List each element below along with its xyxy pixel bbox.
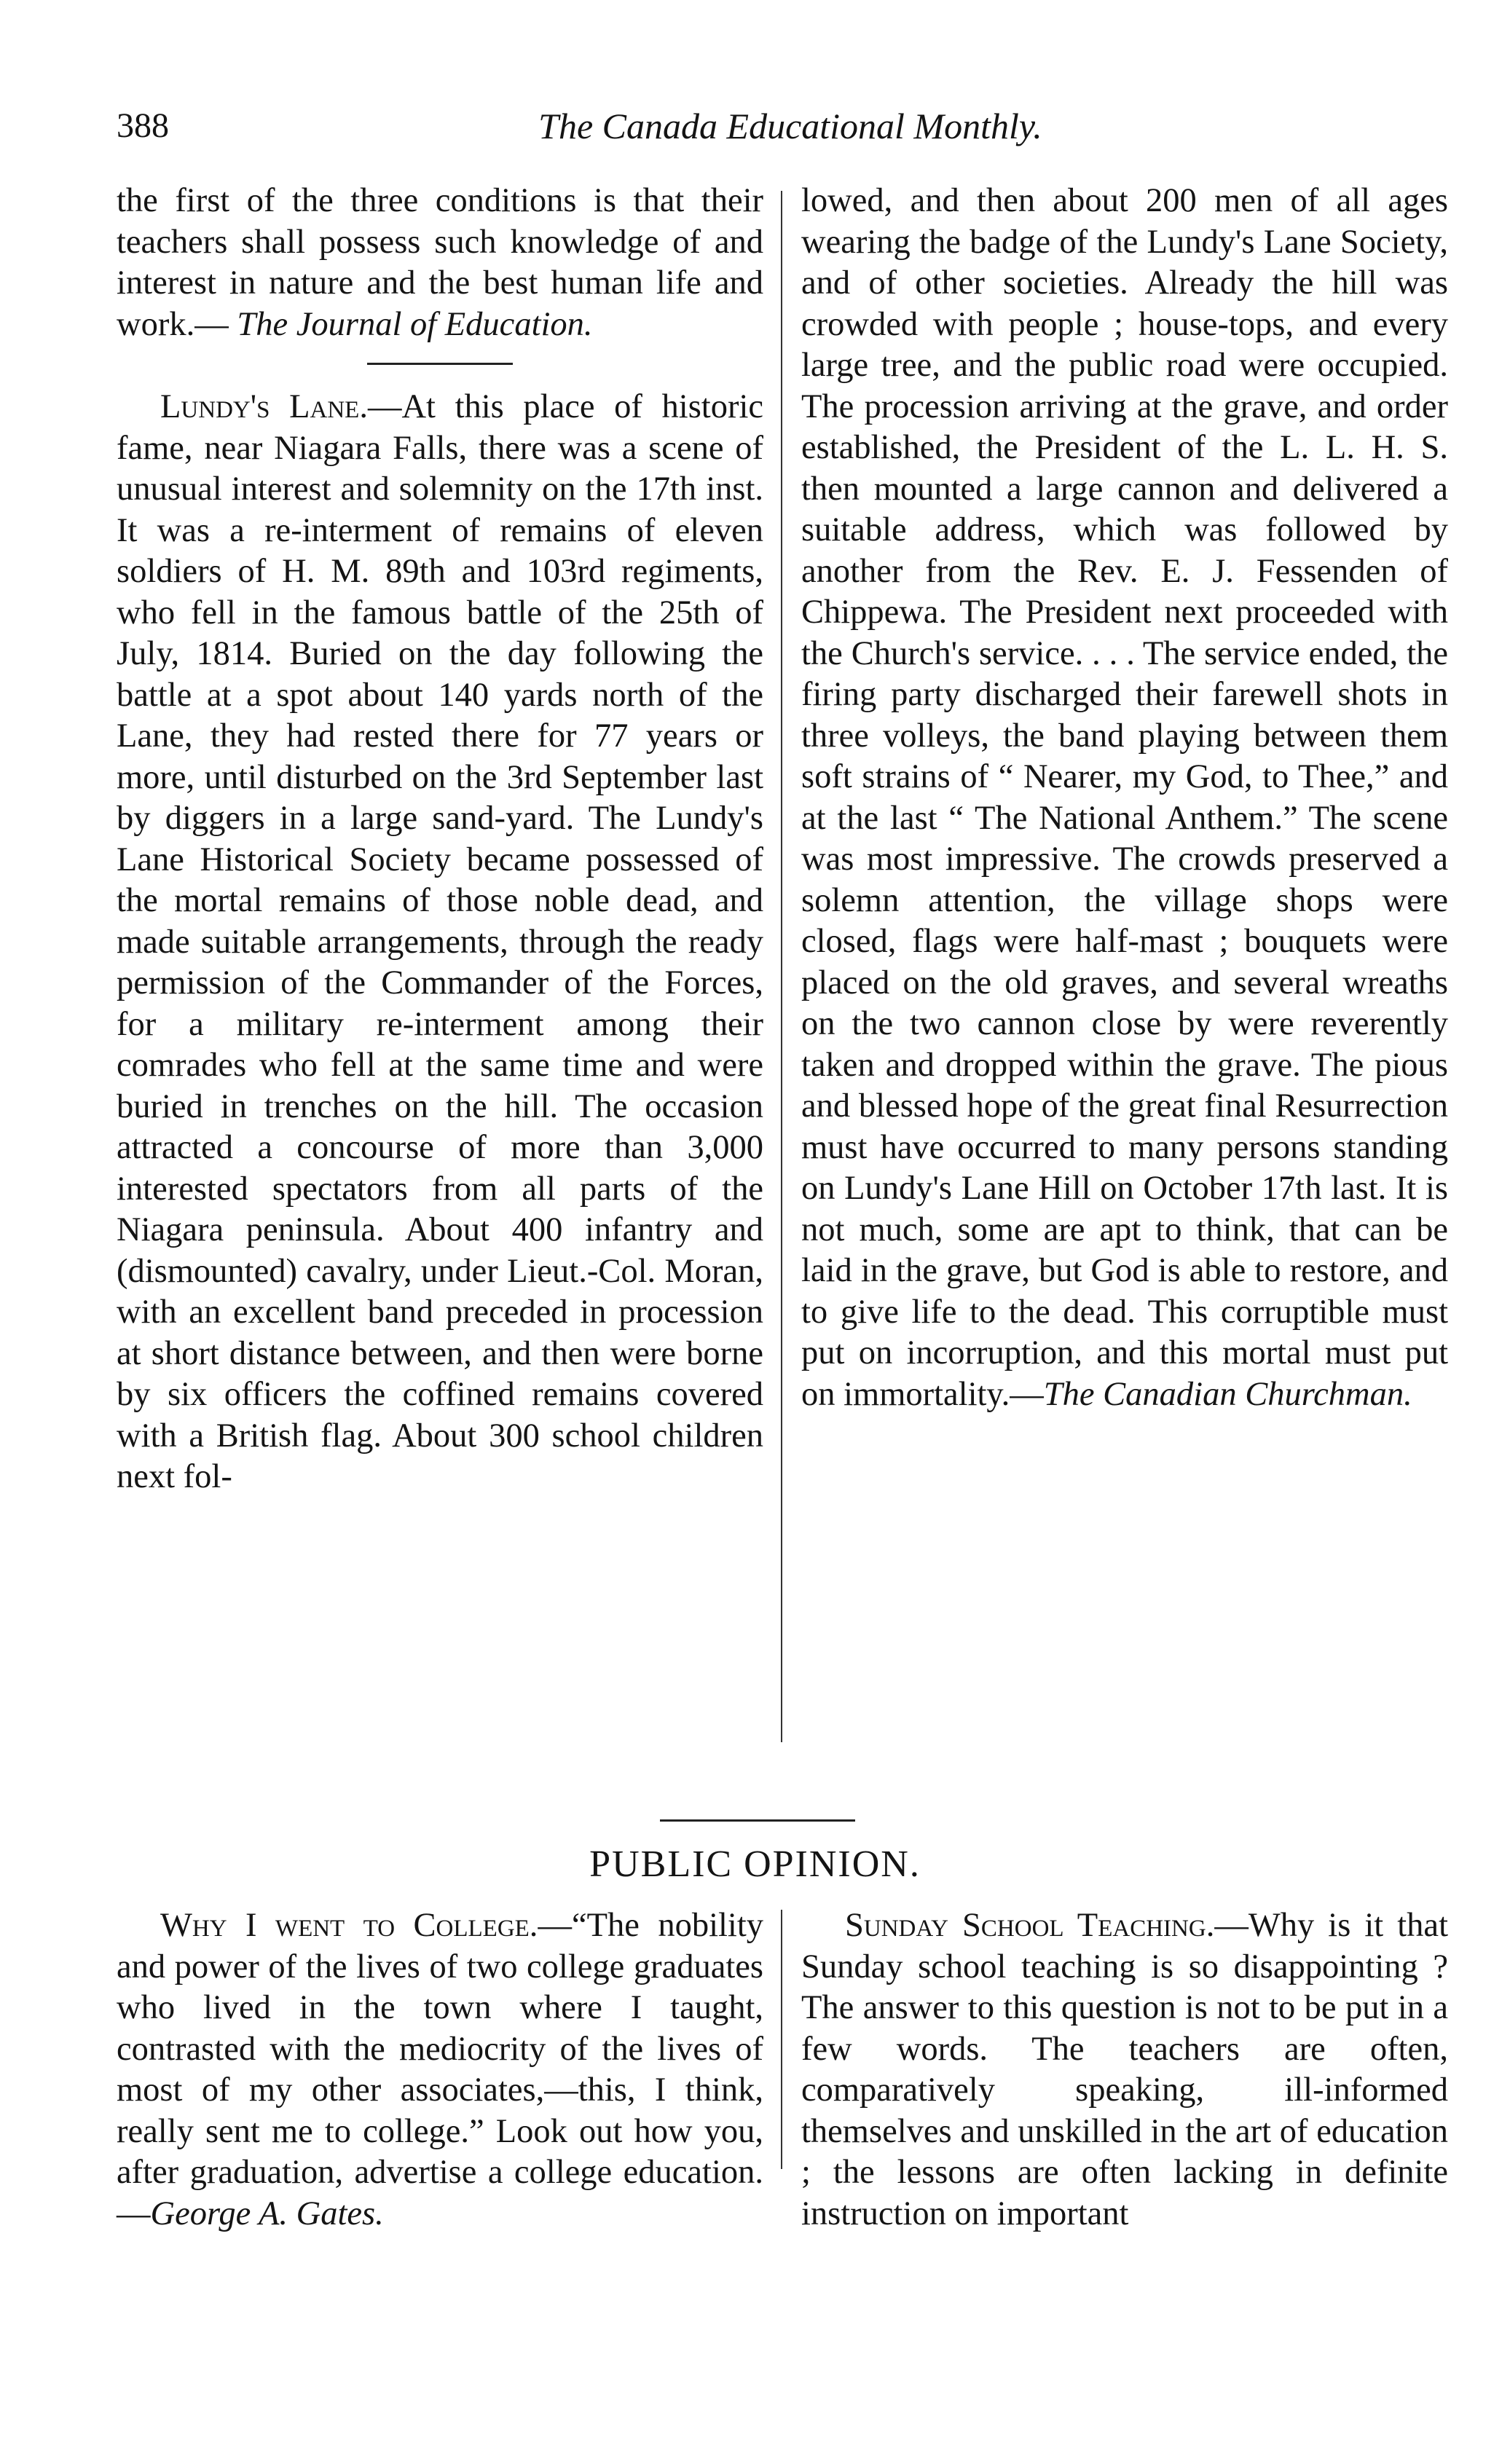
lundys-lane-heading: Lundy's Lane. [160,388,368,425]
right-column-bottom [801,1905,1448,2235]
short-divider [367,363,513,365]
left-column-top [117,181,763,1498]
sunday-school-heading: Sunday School Teaching. [845,1907,1215,1944]
section-divider [660,1819,855,1822]
column-divider-bottom [781,1910,782,2169]
journal-excerpt [117,181,763,345]
section-title: PUBLIC OPINION. [589,1843,921,1885]
lundys-lane-article [117,387,763,1498]
left-column-bottom [117,1905,763,2235]
journal-excerpt-text: the first of the three conditions is that their teachers shall possess such knowledge of and interest in nature and the best human life and work.— [117,182,763,343]
column-divider-top [781,191,782,1742]
page-number: 388 [117,106,169,145]
sunday-school-article [801,1905,1448,2235]
lundys-lane-text: —At this place of historic fame, near Niagara Falls, there was a scene of unusual interest and solemnity on the 17th inst. It was a re-interment of remains of eleven soldiers of H. M. 89th and 103rd regiments, who fell in the famous battle of the 25th of July, 1814. Buried on the day following the battle at a spot about 140 yards north of the Lane, they had rested there for 77 years or more, until disturbed on the 3rd September last by diggers in a large sand-yard. The Lundy's Lane Historical Society became possessed of the mortal remains of those noble dead, and made suitable arrangements, through the ready permission of the Commander of the Forces, for a military re-interment among their comrades who fell at the same time and were buried in trenches on the hill. The occasion attracted a concourse of more than 3,000 interested spectators from all parts of the Niagara peninsula. About 400 infantry and (dismounted) cavalry, under Lieut.-Col. Moran, with an excellent band preceded in procession at short distance between, and then were borne by six officers the coffined remains covered with a British flag. About 300 school children next fol- [117,388,763,1495]
journal-excerpt-source: The Journal of Education. [237,305,593,343]
lundys-lane-continuation-text: lowed, and then about 200 men of all ages wearing the badge of the Lundy's Lane Society, and of other societies. Already the hill was crowded with people ; house-tops, and every large tree, and the public road were occupied. The procession arriving at the grave, and order established, the President of the L. L. H. S. then mounted a large cannon and delivered a suitable address, which was followed by another from the Rev. E. J. Fessenden of Chippewa. The President next proceeded with the Church's service. . . . The service ended, the firing party discharged their farewell shots in three volleys, the band playing between them soft strains of “ Nearer, my God, to Thee,” and at the last “ The National Anthem.” The scene was most impressive. The crowds preserved a solemn attention, the village shops were closed, flags were half-mast ; bouquets were placed on the old graves, and several wreaths on the two cannon close by were reverently taken and dropped within the grave. The pious and blessed hope of the great final Resurrection must have occurred to many persons standing on Lundy's Lane Hill on October 17th last. It is not much, some are apt to think, that can be laid in the grave, but God is able to restore, and to give life to the dead. This corruptible must put on incorruption, and this mortal must put on immortality.— [801,182,1448,1413]
right-column-top [801,181,1448,1415]
lundys-lane-continuation [801,181,1448,1415]
lundys-lane-source: The Canadian Churchman. [1043,1375,1412,1413]
why-college-text: —“The nobility and power of the lives of two college graduates who lived in the town where I taught, contrasted with the mediocrity of the lives of most of my other associates,—this, I think, really sent me to college.” Look out how you, after graduation, advertise a college education.— [117,1907,763,2232]
why-college-source: George A. Gates. [150,2195,384,2232]
running-title: The Canada Educational Monthly. [538,106,1042,146]
why-college-heading: Why I went to College. [160,1907,538,1944]
page-header [117,93,1464,159]
why-college-article [117,1905,763,2235]
sunday-school-text: —Why is it that Sunday school teaching is so disappointing ? The answer to this question is not to be put in a few words. The teachers are often, comparatively speaking, ill-informed themselves and unskilled in the art of education ; the lessons are often lacking in definite instruction on important [801,1907,1448,2232]
